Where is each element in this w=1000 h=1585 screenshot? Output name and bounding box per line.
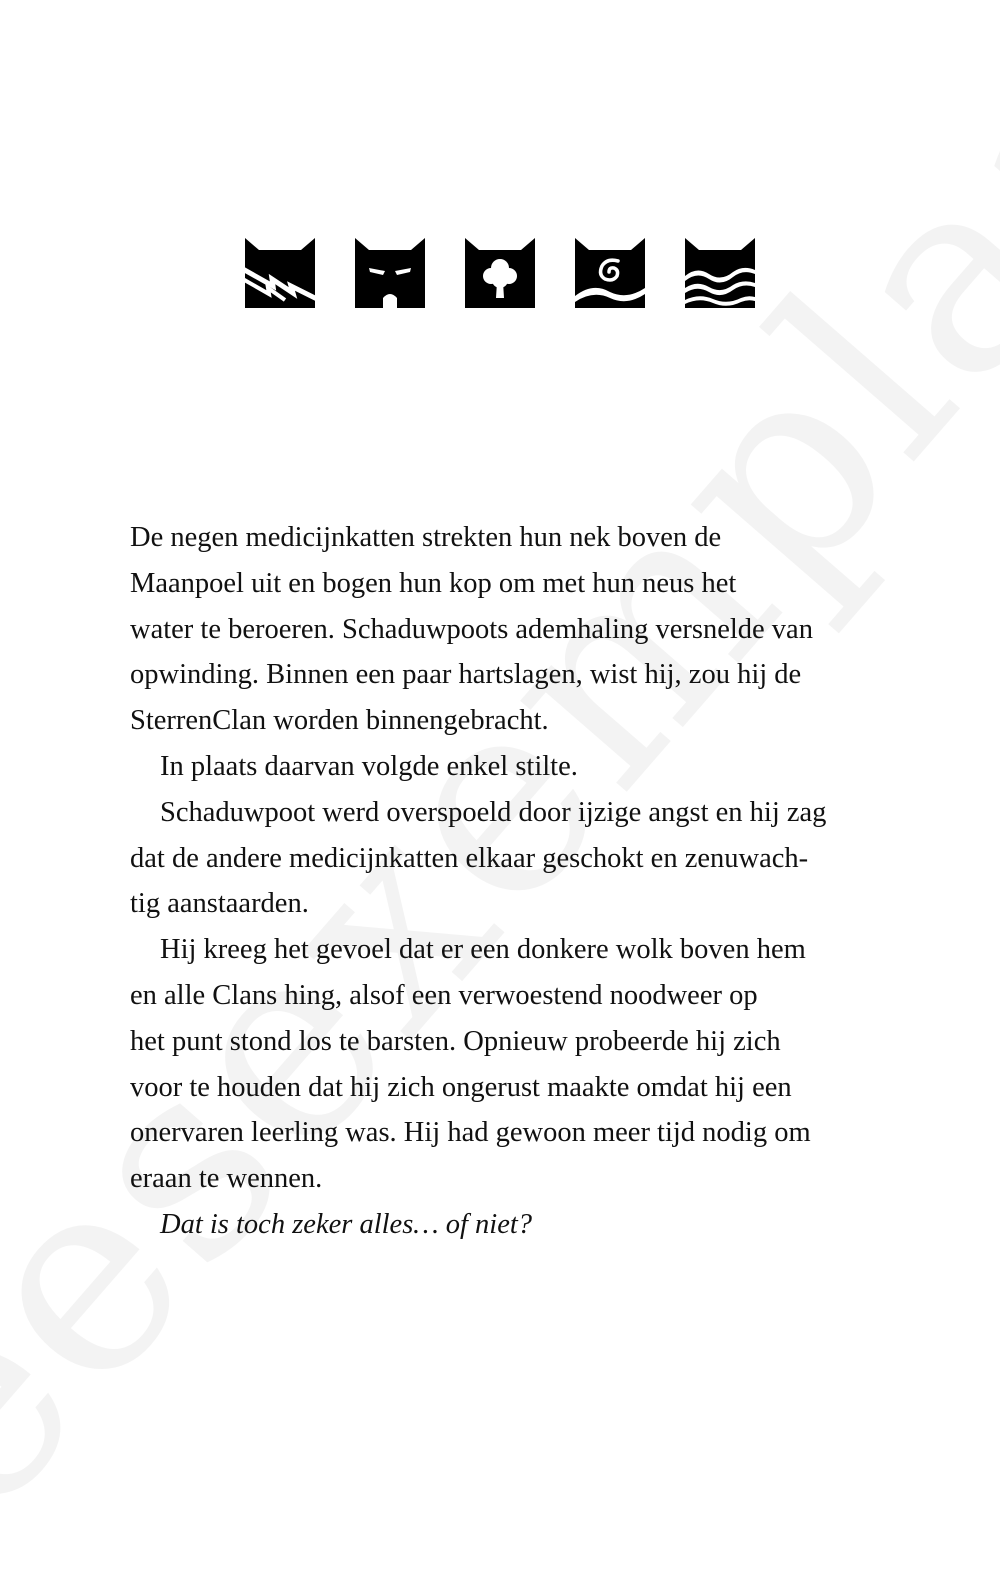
paragraph-4-line-4: voor te houden dat hij zich ongerust maakte omdat hij een — [130, 1071, 792, 1103]
paragraph-4-line-2: en alle Clans hing, alsof een verwoestend noodweer op — [130, 979, 758, 1011]
paragraph-1-line-4: opwinding. Binnen een paar hartslagen, wist hij, zou hij de — [130, 659, 802, 691]
paragraph-4-line-6: eraan te wennen. — [130, 1163, 323, 1195]
thunderclan-lightning-icon — [245, 238, 315, 308]
story-text — [130, 515, 870, 1248]
paragraph-1-line-1: De negen medicijnkatten strekten hun nek boven de — [130, 522, 722, 553]
clan-symbols-row — [245, 238, 755, 308]
riverclan-waves-icon — [685, 238, 755, 308]
paragraph-3-line-2: dat de andere medicijnkatten elkaar geschokt en zenuwach- — [130, 842, 809, 874]
paragraph-1-line-3: water te beroeren. Schaduwpoots ademhaling versnelde van — [130, 613, 813, 645]
paragraph-3-line-1: Schaduwpoot werd overspoeld door ijzige angst en hij zag — [160, 796, 827, 828]
paragraph-4-line-5: onervaren leerling was. Hij had gewoon meer tijd nodig om — [130, 1117, 811, 1149]
windclan-swirl-icon — [575, 238, 645, 308]
paragraph-4-line-3: het punt stond los te barsten. Opnieuw probeerde hij zich — [130, 1025, 781, 1057]
paragraph-5-italic-thought: Dat is toch zeker alles… of niet? — [160, 1208, 533, 1240]
paragraph-4-line-1: Hij kreeg het gevoel dat er een donkere wolk boven hem — [160, 934, 806, 966]
skyclan-tree-icon — [465, 238, 535, 308]
paragraph-3-line-3: tig aanstaarden. — [130, 888, 309, 920]
paragraph-1-line-2: Maanpoel uit en bogen hun kop om met hun neus het — [130, 567, 737, 599]
paragraph-2-line-1: In plaats daarvan volgde enkel stilte. — [160, 750, 578, 782]
shadowclan-eyes-icon — [355, 238, 425, 308]
paragraph-1-line-5: SterrenClan worden binnengebracht. — [130, 705, 549, 737]
